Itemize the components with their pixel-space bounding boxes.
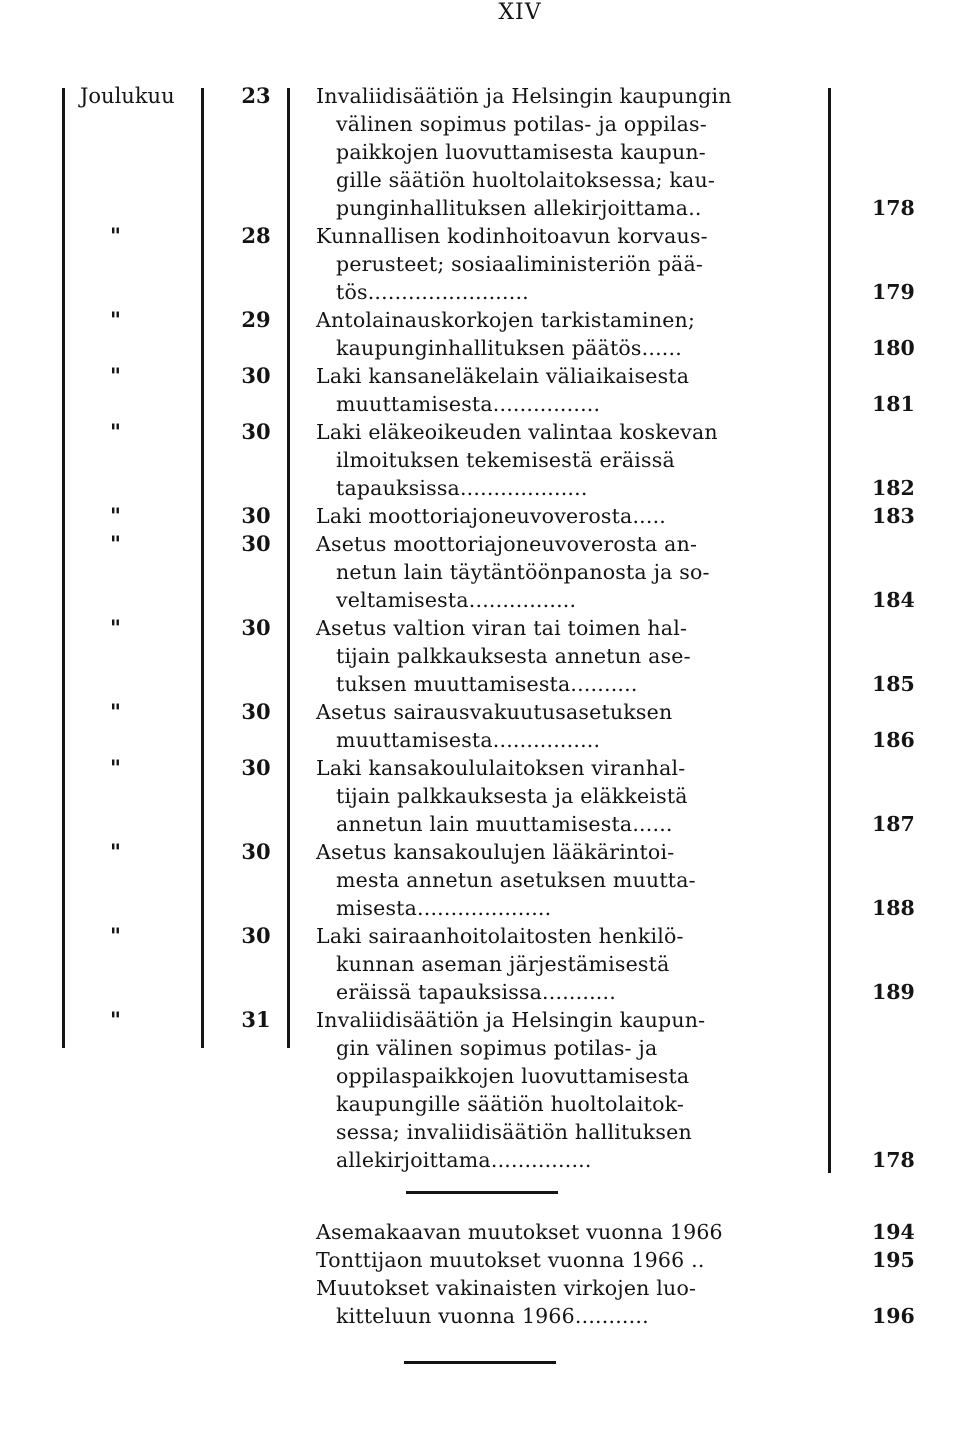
- page-number: XIV: [498, 0, 542, 25]
- entry-line: Laki moottoriajoneuvoverosta.....: [316, 504, 667, 528]
- day-number: 30: [241, 419, 271, 444]
- page-reference: 180: [872, 336, 915, 360]
- appendix-line: Asemakaavan muutokset vuonna 1966: [316, 1220, 723, 1244]
- entry-line: gin välinen sopimus potilas- ja: [336, 1036, 658, 1060]
- entry-line: netun lain täytäntöönpanosta ja so-: [336, 560, 710, 584]
- day-number: 30: [241, 363, 271, 388]
- page-reference: 185: [872, 672, 915, 696]
- entry-line: Kunnallisen kodinhoitoavun korvaus-: [316, 224, 708, 248]
- ditto-mark: ": [110, 419, 121, 444]
- ditto-mark: ": [110, 755, 121, 780]
- entry-line: kunnan aseman järjestämisestä: [336, 952, 670, 976]
- entry-description: [316, 82, 816, 222]
- separator-rule-top: [406, 1191, 558, 1194]
- ditto-mark: ": [110, 531, 121, 556]
- entry-description: [316, 1006, 816, 1174]
- entry-line: kaupunginhallituksen päätös......: [336, 336, 682, 360]
- entry-line: Laki sairaanhoitolaitosten henkilö-: [316, 924, 684, 948]
- appendix-description: [316, 1246, 816, 1274]
- entry-line: punginhallituksen allekirjoittama..: [336, 196, 702, 220]
- ditto-mark: ": [110, 503, 121, 528]
- entry-description: [316, 306, 816, 362]
- separator-rule-bottom: [404, 1361, 556, 1364]
- entry-line: Laki kansakoululaitoksen viranhal-: [316, 756, 686, 780]
- page-reference: 195: [872, 1248, 915, 1272]
- page-reference: 187: [872, 812, 915, 836]
- entry-line: Laki eläkeoikeuden valintaa koskevan: [316, 420, 718, 444]
- entry-line: perusteet; sosiaaliministeriön pää-: [336, 252, 703, 276]
- day-number: 30: [241, 699, 271, 724]
- entry-line: gille säätiön huoltolaitoksessa; kau-: [336, 168, 715, 192]
- appendix-line: Muutokset vakinaisten virkojen luo-: [316, 1276, 697, 1300]
- entry-line: eräissä tapauksissa...........: [336, 980, 616, 1004]
- page-reference: 183: [872, 504, 915, 528]
- ditto-mark: ": [110, 363, 121, 388]
- ditto-mark: ": [110, 1007, 121, 1032]
- day-number: 30: [241, 531, 271, 556]
- entry-line: Asetus kansakoulujen lääkärintoi-: [316, 840, 675, 864]
- entry-description: [316, 754, 816, 838]
- entry-description: [316, 698, 816, 754]
- month-column-rule: [201, 88, 204, 1048]
- entry-line: tös........................: [336, 280, 529, 304]
- ditto-mark: ": [110, 223, 121, 248]
- page-reference: 194: [872, 1220, 915, 1244]
- page-reference: 181: [872, 392, 915, 416]
- page-reference: 179: [872, 280, 915, 304]
- entry-description: [316, 418, 816, 502]
- entry-description: [316, 922, 816, 1006]
- page-reference: 196: [872, 1304, 915, 1328]
- ditto-mark: ": [110, 615, 121, 640]
- left-border-rule: [62, 88, 65, 1048]
- entry-line: tuksen muuttamisesta..........: [336, 672, 638, 696]
- entry-line: Asetus moottoriajoneuvoverosta an-: [316, 532, 698, 556]
- entry-line: veltamisesta................: [336, 588, 577, 612]
- entry-line: kaupungille säätiön huoltolaitok-: [336, 1092, 685, 1116]
- entry-description: [316, 362, 816, 418]
- day-number: 31: [241, 1007, 271, 1032]
- day-number: 29: [241, 307, 271, 332]
- page-reference: 186: [872, 728, 915, 752]
- day-number: 28: [241, 223, 271, 248]
- entry-description: [316, 502, 816, 530]
- entry-line: annetun lain muuttamisesta......: [336, 812, 673, 836]
- appendix-line: kitteluun vuonna 1966...........: [336, 1304, 649, 1328]
- entry-line: Asetus sairausvakuutusasetuksen: [316, 700, 673, 724]
- month-label: Joulukuu: [80, 84, 175, 108]
- ditto-mark: ": [110, 923, 121, 948]
- entry-description: [316, 222, 816, 306]
- entry-description: [316, 838, 816, 922]
- page-reference: 182: [872, 476, 915, 500]
- entry-line: misesta....................: [336, 896, 552, 920]
- day-number: 30: [241, 615, 271, 640]
- entry-line: Invaliidisäätiön ja Helsingin kaupungin: [316, 84, 732, 108]
- entry-line: Laki kansaneläkelain väliaikaisesta: [316, 364, 690, 388]
- day-number: 30: [241, 839, 271, 864]
- entry-line: Asetus valtion viran tai toimen hal-: [316, 616, 688, 640]
- page-reference: 188: [872, 896, 915, 920]
- page-reference: 189: [872, 980, 915, 1004]
- ditto-mark: ": [110, 839, 121, 864]
- ditto-mark: ": [110, 307, 121, 332]
- entry-line: mesta annetun asetuksen muutta-: [336, 868, 696, 892]
- entry-line: muuttamisesta................: [336, 392, 601, 416]
- day-column-rule: [287, 88, 290, 1048]
- entry-line: Invaliidisäätiön ja Helsingin kaupun-: [316, 1008, 706, 1032]
- entry-line: tijain palkkauksesta ja eläkkeistä: [336, 784, 688, 808]
- entry-line: Antolainauskorkojen tarkistaminen;: [316, 308, 696, 332]
- entry-line: tijain palkkauksesta annetun ase-: [336, 644, 691, 668]
- entry-line: muuttamisesta................: [336, 728, 601, 752]
- page-reference: 184: [872, 588, 915, 612]
- page-reference: 178: [872, 196, 915, 220]
- entry-line: välinen sopimus potilas- ja oppilas-: [336, 112, 707, 136]
- appendix-line: Tonttijaon muutokset vuonna 1966 ..: [316, 1248, 705, 1272]
- appendix-description: [316, 1218, 816, 1246]
- day-number: 23: [241, 83, 271, 108]
- entry-line: oppilaspaikkojen luovuttamisesta: [336, 1064, 690, 1088]
- appendix-description: [316, 1274, 816, 1330]
- entry-description: [316, 530, 816, 614]
- entry-line: ilmoituksen tekemisestä eräissä: [336, 448, 675, 472]
- entry-line: tapauksissa...................: [336, 476, 588, 500]
- day-number: 30: [241, 923, 271, 948]
- page-reference: 178: [872, 1148, 915, 1172]
- entry-line: paikkojen luovuttamisesta kaupun-: [336, 140, 706, 164]
- day-number: 30: [241, 503, 271, 528]
- day-number: 30: [241, 755, 271, 780]
- entry-description: [316, 614, 816, 698]
- ditto-mark: ": [110, 699, 121, 724]
- entry-line: sessa; invaliidisäätiön hallituksen: [336, 1120, 692, 1144]
- entry-line: allekirjoittama...............: [336, 1148, 592, 1172]
- page-column-rule: [828, 88, 831, 1173]
